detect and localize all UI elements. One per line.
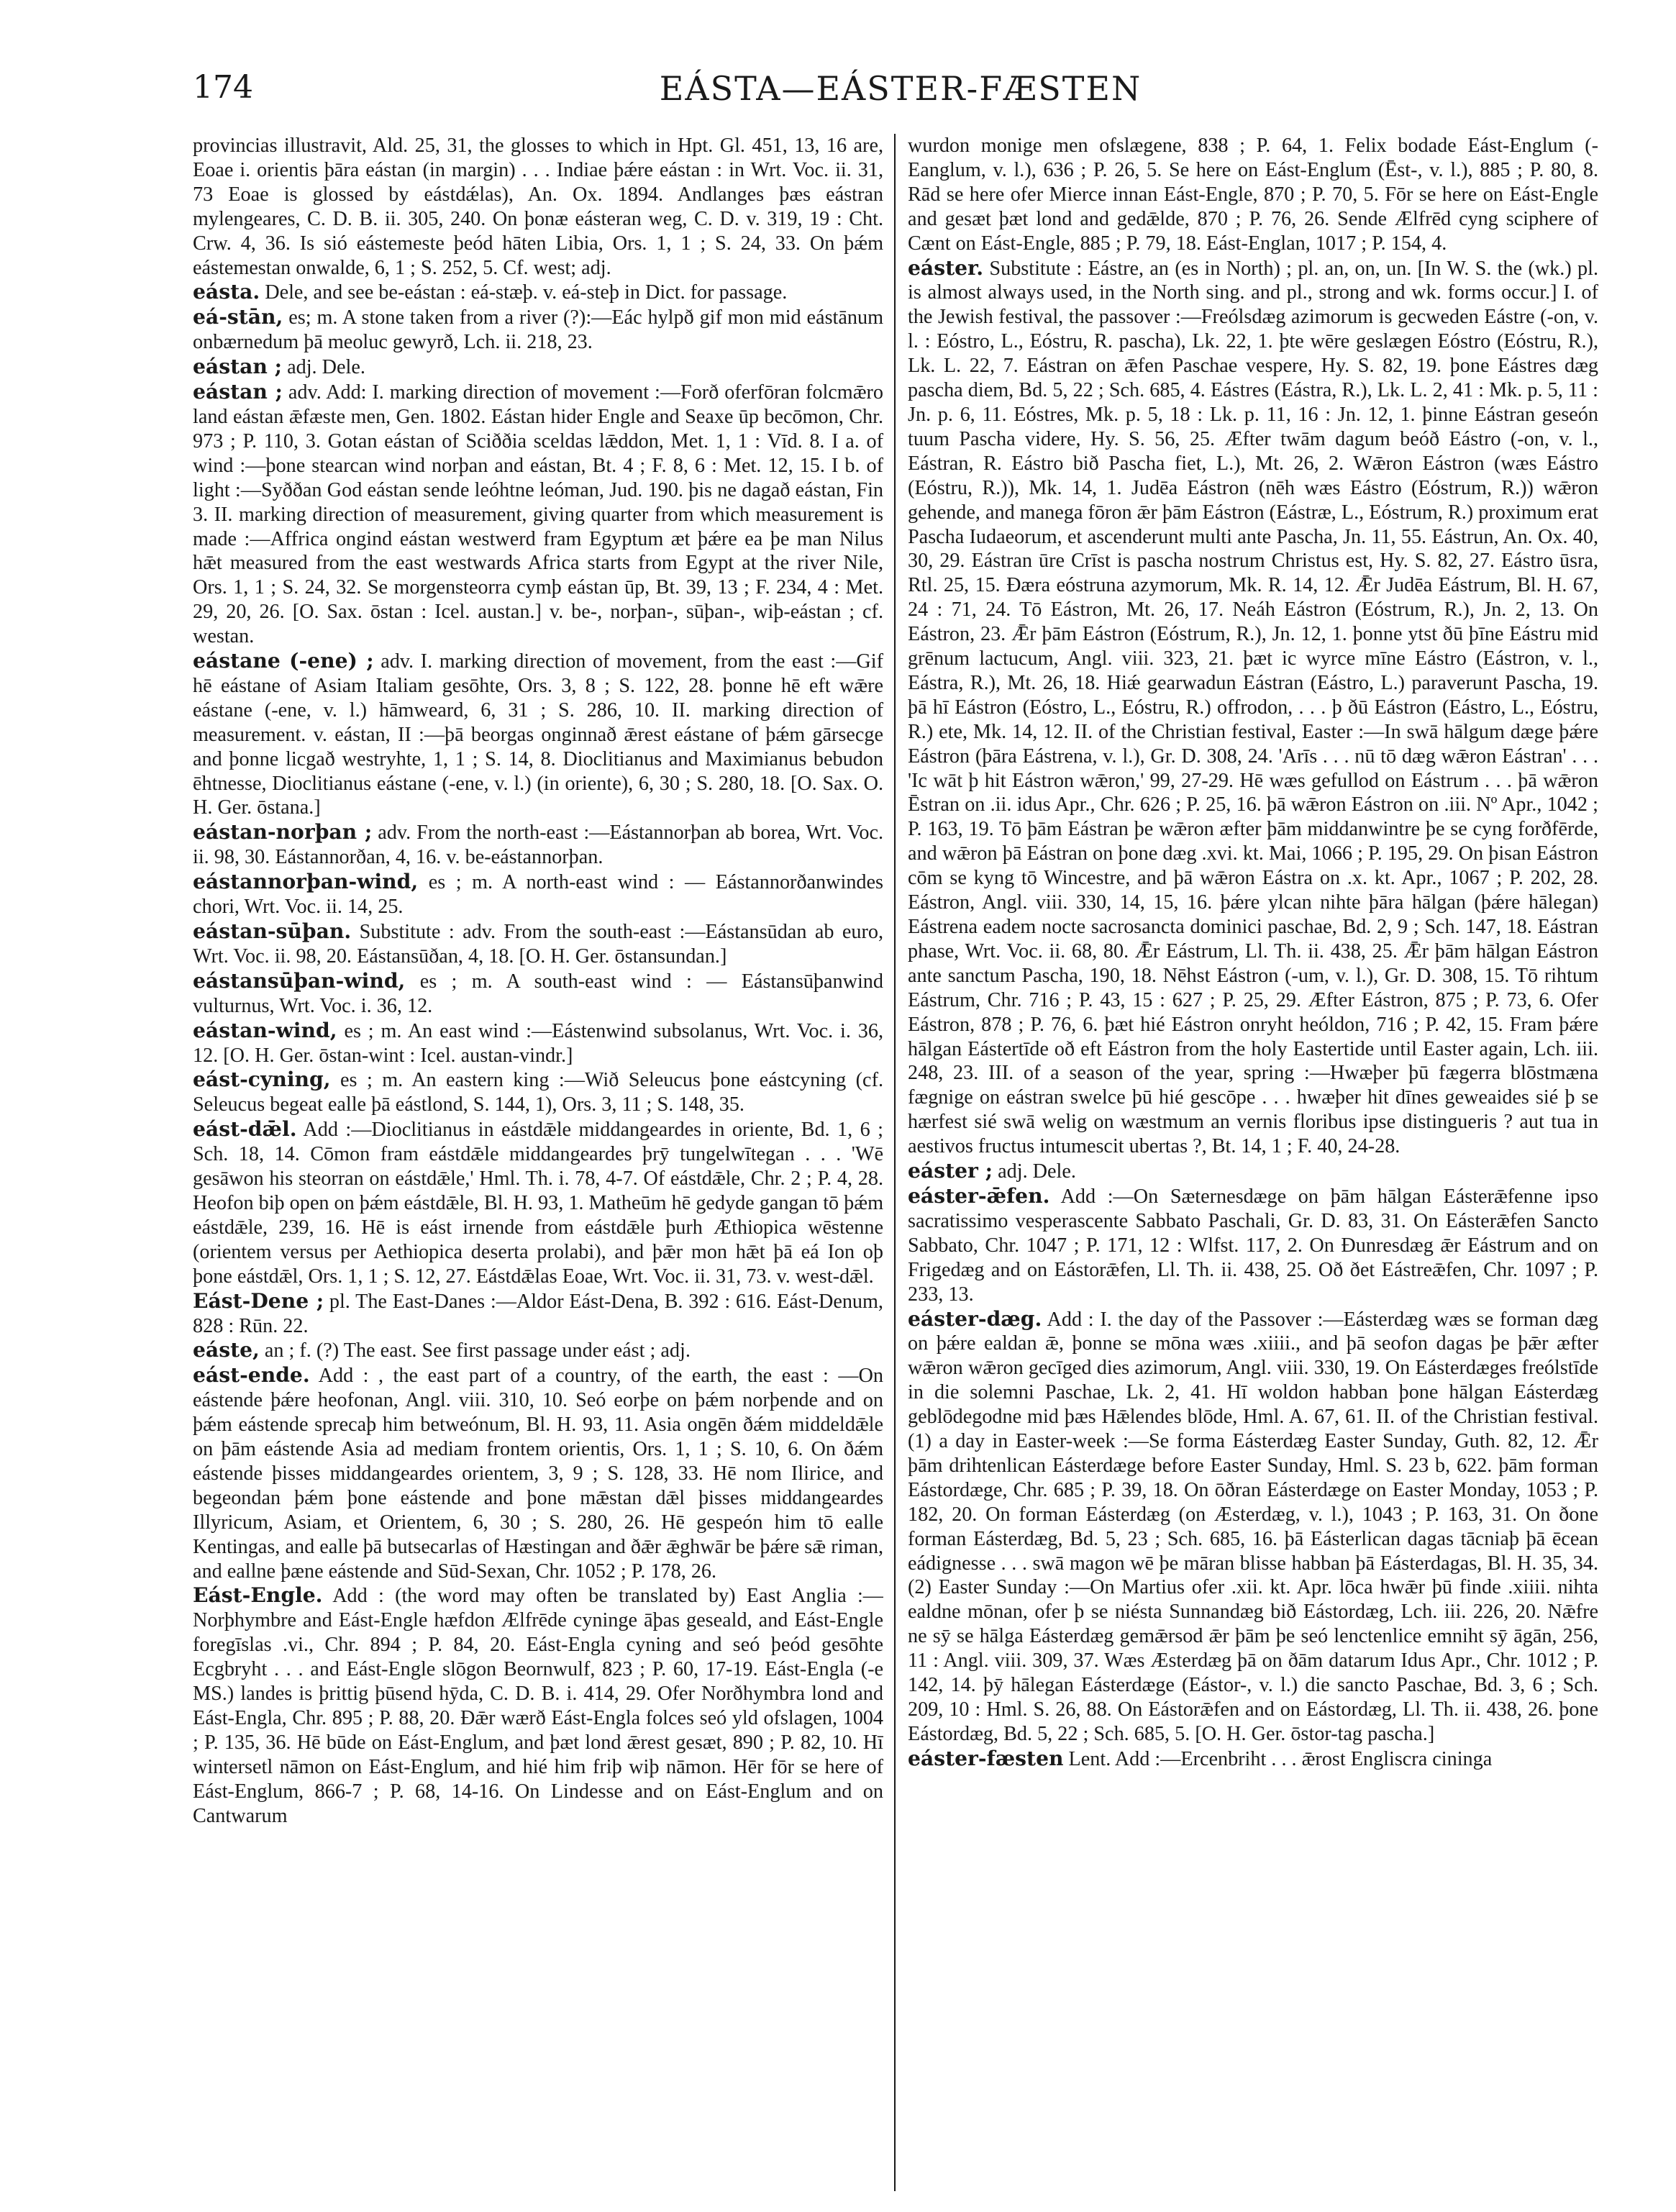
dictionary-entry — [193, 820, 883, 870]
dictionary-entry — [193, 969, 883, 1019]
entry-body: wurdon monige men ofslægene, 838 ; P. 64, 1. Felix bodade Eást-Englum (-Eanglum, v. l.), 636 ; P. 26, 5. Se here on Eást-Englum (Ēst-, v. l.), 885 ; P. 80, 8. Rād se here ofer Mierce innan Eást-Engle, 870 ; P. 70, 5. Fōr se here on Eást-Engle and gesæt þæt lond and gedǣlde, 870 ; P. 76, 26. Sende Ælfrēd cyng sciphere of Cænt on Eást-Engle, 885 ; P. 79, 18. Eást-Englan, 1017 ; P. 154, 4. — [908, 135, 1598, 255]
entry-headword: Eást-Dene ; — [193, 1288, 324, 1313]
entry-body: Add : I. the day of the Passover :—Eásterdæg wæs se forman dæg on þǽre ealdan ǣ, þonne se mōna wæs .xiiii., and þā seofon dagas þe þǣr æfter wǣron wǣron gecīged dies azimorum, Angl. viii. 330, 19. On Eásterdæges freólstīde in die solemni Paschae, Lk. 2, 41. Hī woldon habban þone hālgan Eásterdæg geblōdegodne mid þæs Hǣlendes blōde, Hml. A. 67, 61. II. of the Christian festival. (1) a day in Easter-week :—Se forma Eásterdæg Easter Sunday, Guth. 82, 12. Ǣr þām drihtenlican Eásterdæge before Easter Sunday, Hml. S. 23 b, 622. þām forman Eástordæge, Chr. 685 ; P. 39, 18. On ōðran Eásterdæge on Easter Monday, 1053 ; P. 182, 20. On forman Eásterdæg (on Æsterdæg, v. l.), 1043 ; P. 163, 31. On ðone forman Eásterdæg, Bd. 5, 23 ; Sch. 685, 16. þā Eásterlican dagas tācniaþ þā ēcean eádignesse . . . swā magon wē þe māran blisse habban þā Eásterdagas, Bl. H. 35, 34. (2) Easter Sunday :—On Martius ofer .xii. kt. Apr. lōca hwǣr þū finde .xiiii. nihta ealdne mōnan, ofer þ se niésta Sunnandæg bið Eástordæg, Lch. iii. 226, 20. Nǣfre ne sȳ se hālga Eásterdæg gemǣrsod ǣr þām þe seó lenctenlice emniht sȳ āgān, 256, 11 : Angl. viii. 309, 37. Wæs Æsterdæg þā on ðām datarum Idus Apr., Chr. 1012 ; P. 142, 14. þȳ hālegan Eásterdæge (Eástor-, v. l.) die sancto Paschae, Bd. 3, 6 ; Sch. 209, 10 : Hml. S. 26, 88. On Eástorǣfen and on Eástordæg, Ll. Th. ii. 438, 26. þone Eástordæg, Bd. 5, 22 ; Sch. 685, 5. [O. H. Ger. ōstor-tag pascha.] — [908, 1308, 1598, 1745]
entry-body: pl. The East-Danes :—Aldor Eást-Dena, B. 392 : 616. Eást-Denum, 828 : Rūn. 22. — [193, 1290, 883, 1337]
entry-headword: eástan-wind, — [193, 1018, 337, 1042]
entry-body: es ; m. A south-east wind : — Eástansūþanwind vulturnus, Wrt. Voc. i. 36, 12. — [193, 970, 883, 1017]
dictionary-entry — [193, 1338, 883, 1363]
entry-body: Add : , the east part of a country, of the earth, the east : —On eástende þǽre heofonan, Angl. viii. 310, 10. Seó eorþe on þǽm norþende and on þǽm eástende sprecaþ him betweónum, Bl. H. 93, 11. Asia ongēn ðǽm middeldǣle on þām eástende Asia ad mediam frontem orientis, Ors. 1, 1 ; S. 10, 6. On ðǽm eástende þisses middangeardes orientem, 3, 9 ; S. 128, 33. Hē nom Ilirice, and begeondan þǽm þone eástende and þone mǣstan dǣl þisses middangeardes Illyricum, Asiam, et Orientem, 6, 30 ; S. 280, 26. Hē gespeón him tō ealle Kentingas, and ealle þā butsecarlas of Hæstingan and ðǣr ǣghwār be þǽre sǣ riman, and eallne þæne eástende and Sūd-Sexan, Chr. 1052 ; P. 178, 26. — [193, 1365, 883, 1583]
entry-body: Dele, and see be-eástan : eá-stæþ. v. eá-steþ in Dict. for passage. — [265, 281, 788, 304]
page-number: 174 — [193, 69, 253, 106]
dictionary-entry — [908, 1184, 1598, 1307]
dictionary-entry — [193, 355, 883, 380]
entry-headword: eáster-fæsten — [908, 1746, 1064, 1770]
entry-body: adj. Dele. — [998, 1160, 1076, 1183]
dictionary-entry — [193, 870, 883, 919]
dictionary-entry — [193, 1019, 883, 1068]
entry-body: Add :—Dioclitianus in eástdǣle middangeardes in oriente, Bd. 1, 6 ; Sch. 18, 14. Cōmon fram eástdǣle middangeardes þrȳ tungelwītegan . . . 'Wē gesāwon his steorran on eástdǣle,' Hml. Th. i. 78, 4-7. Of eástdǣle, Chr. 2 ; P. 4, 28. Heofon biþ open on þǽm eástdǣle, Bl. H. 93, 1. Matheūm hē gedyde gangan tō þǽm eástdǣle, 239, 16. Hē is eást irnende from eástdǣle þurh Æthiopica wēstenne (orientem versus per Aethiopica deserta prolabi), and þǣr mon hǣt þā eá Ion oþ þone eástdǣl, Ors. 1, 1 ; S. 12, 27. Eástdǣlas Eoae, Wrt. Voc. ii. 31, 73. v. west-dǣl. — [193, 1119, 883, 1288]
column-divider — [894, 134, 896, 2191]
dictionary-entry — [193, 1289, 883, 1339]
entry-headword: eástan-sūþan. — [193, 919, 352, 943]
dictionary-entry — [193, 649, 883, 820]
dictionary-entry — [908, 1747, 1598, 1772]
entry-headword: eáster. — [908, 255, 984, 280]
entry-body: es ; m. An eastern king :—Wið Seleucus þone eástcyning (cf. Seleucus begeat ealle þā eástlond, S. 144, 1), Ors. 3, 11 ; S. 148, 35. — [193, 1069, 883, 1116]
entry-headword: eástansūþan-wind, — [193, 968, 406, 993]
entry-body: adj. Dele. — [287, 356, 365, 379]
dictionary-entry — [193, 305, 883, 355]
dictionary-entry — [908, 1307, 1598, 1747]
entry-headword: eást-dǣl. — [193, 1117, 297, 1142]
dictionary-entry — [193, 919, 883, 969]
entry-headword: eáster-ǣfen. — [908, 1183, 1050, 1208]
entry-body: Substitute : Eástre, an (es in North) ; pl. an, on, un. [In W. S. the (wk.) pl. is almost always used, in the North sing. and pl., strong and wk. forms occur.] I. of the Jewish festival, the passover :—Freólsdæg azimorum is gecweden Eástre (-on, v. l. : Eóstro, L., Eóstru, R. pascha), Lk. 22, 1. þte wēre geslægen Eóstro (Eóstru, R.), Lk. L. 22, 7. Eástran on ǣfen Paschae vespere, Hy. S. 82, 19. þone Eástres dæg pascha diem, Bd. 5, 22 ; Sch. 685, 4. Eástres (Eástra, R.), Lk. L. 2, 41 : Mk. p. 5, 11 : Jn. p. 6, 11. Eóstres, Mk. p. 5, 18 : Lk. p. 11, 16 : Jn. 12, 1. þinne Eástran geseón tuum Pascha videre, Hy. S. 56, 25. Æfter twām dagum beóð Eástro (-on, v. l., Eástran, R. Eástro bið Pascha fiet, L.), Mt. 26, 2. Wǣron Eástron (wæs Eástro (Eóstru, R.)), Mk. 14, 1. Judēa Eástron (nēh wæs Eástro (Eóstrum, R.)) wǣron gehende, and manega fōron ǣr þām Eástron (Eástræ, L., Eóstrum, R.) proximum erat Pascha Iudaeorum, et ascenderunt multi ante Pascha, Jn. 11, 55. Eástrun, An. Ox. 40, 30, 29. Eástran ūre Crīst is pascha nostrum Christus est, Hy. S. 82, 27. Eástro ūsra, Rtl. 25, 15. Ðæra eóstruna azymorum, Mk. R. 14, 12. Ǣr Judēa Eástrum, Bl. H. 67, 24 : 71, 24. Tō Eástron, Mt. 26, 17. Neáh Eástron (Eóstrum, R.), Jn. 2, 13. On Eástron, 23. Ǣr þām Eástron (Eóstrum, R.), Jn. 12, 1. þonne ytst ðū þīne Eástru mid grēnum lactucum, Angl. viii. 323, 21. þæt ic wyrce mīne Eástro (Eástron, v. l., Eástra, R.), Mt. 26, 18. Hiǽ gearwadun Eástran (Eástro, L.) paraverunt Pascha, 19. þā hī Eástron (Eóstro, L., Eóstru, R.) offrodon, . . . þ ðū Eástron (Eástro, L., Eóstru, R.) ete, Mk. 14, 12. II. of the Christian festival, Easter :—In swā hālgum dæge þǽre Eástron (þāra Eástrena, v. l.), Gr. D. 308, 24. 'Arīs . . . nū tō dæg wǣron Eástran' . . . 'Ic wāt þ hit Eástron wǣron,' 99, 27-29. Hē wæs gefullod on Eástrum . . . þā wǣron Ēstran on .ii. idus Apr., Chr. 626 ; P. 25, 16. þā wǣron Eástron on .iii. Nº Apr., 1042 ; P. 163, 19. Tō þām Eástran þe wǣron æfter þām middanwintre þe se cyng forðfērde, and wǣron þā Eástran on þone dæg .xvi. kt. Mai, 1066 ; P. 195, 29. On þisan Eástron cōm se kyng tō Wincestre, and þā wǣron Eástra on .x. kt. Apr., 1067 ; P. 202, 28. Eástron, Angl. viii. 330, 14, 15, 16. þǽre ylcan nihte þāra hālgan (þǽre hālegan) Eástrena eadem nocte sacrosancta dominici paschae, Bd. 2, 9 ; Sch. 147, 18. Eástran phase, Wrt. Voc. ii. 68, 80. Ǣr Eástrum, Ll. Th. ii. 438, 25. Ǣr þām hālgan Eástron ante sanctum Pascha, 190, 18. Nēhst Eástron (-um, v. l.), Gr. D. 308, 15. Tō rihtum Eástrum, Chr. 716 ; P. 43, 15 : 627 ; P. 25, 29. Æfter Eástron, 875 ; P. 73, 6. Ofer Eástron, 878 ; P. 76, 6. þæt hié Eástron onryht heóldon, 716 ; P. 42, 15. Fram þǽre hālgan Eástertīde oð eft Eástron from the holy Eastertide until Easter again, Lch. iii. 248, 23. III. of a season of the year, spring :—Hwæþer þū fægerra blōstmæna fægnige on eástran swelce þū hié gescōpe . . . hwæþer hit dīnes geweaides sié þ se hærfest sié swā welig on wæstmum an vernis floribus ipse distingueris ? aut tua in aestivos fructus intumescit ubertas ?, Bt. 14, 1 ; F. 40, 24-28. — [908, 257, 1598, 1158]
dictionary-entry — [193, 134, 883, 280]
entry-body: es ; m. A north-east wind : — Eástannorðanwindes chori, Wrt. Voc. ii. 14, 25. — [193, 871, 883, 919]
entry-headword: eástane (-ene) ; — [193, 649, 374, 673]
entry-headword: Eást-Engle. — [193, 1583, 323, 1608]
entry-body: provincias illustravit, Ald. 25, 31, the glosses to which in Hpt. Gl. 451, 13, 16 are, Eoae i. orientis þāra eástan (in margin) . . . Indiae þǽre eástan : in Wrt. Voc. ii. 31, 73 Eoae is glossed by eástdǽlas), An. Ox. 1894. Andlanges þæs eástran mylengeares, C. D. B. ii. 305, 240. On þonæ eásteran weg, C. D. v. 319, 19 : Cht. Crw. 4, 36. Is sió eástemeste þeód hāten Libia, Ors. 1, 1 ; S. 24, 33. On þǽm eástemestan onwalde, 6, 1 ; S. 252, 5. Cf. west; adj. — [193, 135, 883, 279]
right-column — [908, 134, 1598, 2198]
entry-headword: eástan ; — [193, 355, 283, 379]
dictionary-entry — [193, 1583, 883, 1828]
entry-body: Add : (the word may often be translated by) East Anglia :—Norþhymbre and Eást-Engle hæfdon Ælfrēde cyninge āþas geseald, and Eást-Engle foregīslas .vi., Chr. 894 ; P. 84, 20. Eást-Engla cyning and seó þeód gesōhte Ecgbryht . . . and Eást-Engle slōgon Beornwulf, 823 ; P. 60, 17-19. Eást-Engla (-e MS.) landes is þrittig þūsend hȳda, C. D. B. i. 414, 29. Ofer Norðhymbra lond and Eást-Engla, Chr. 895 ; P. 88, 20. Ðǣr wærð Eást-Engla folces seó yld ofslagen, 1004 ; P. 135, 36. Hē būde on Eást-Englum, and þæt lond ǣrest gesæt, 890 ; P. 82, 10. Hī wintersetl nāmon on Eást-Englum, and hié him friþ wiþ nāmon. Hēr fōr se here of Eást-Englum, 866-7 ; P. 68, 14-16. On Lindesse and on Eást-Englum and on Cantwarum — [193, 1585, 883, 1827]
entry-headword: eástannorþan-wind, — [193, 870, 419, 894]
left-column — [193, 134, 883, 2198]
entry-headword: eást-cyning, — [193, 1068, 331, 1092]
entry-headword: eáster-dæg. — [908, 1306, 1042, 1331]
dictionary-entry — [908, 134, 1598, 256]
entry-body: adv. From the north-east :—Eástannorþan ab borea, Wrt. Voc. ii. 98, 30. Eástannorðan, 4, 16. v. be-eástannorþan. — [193, 821, 883, 869]
entry-headword: eásta. — [193, 280, 260, 304]
entry-body: Substitute : adv. From the south-east :—Eástansūdan ab euro, Wrt. Voc. ii. 98, 20. Eástansūðan, 4, 18. [O. H. Ger. ōstansundan.] — [193, 921, 883, 968]
dictionary-entry — [908, 256, 1598, 1160]
dictionary-entry — [908, 1159, 1598, 1184]
page-title: EÁSTA—EÁSTER-FÆSTEN — [659, 69, 1142, 108]
entry-body: an ; f. (?) The east. See first passage under eást ; adj. — [264, 1339, 691, 1362]
dictionary-entry — [193, 1363, 883, 1583]
entry-headword: eáster ; — [908, 1159, 993, 1183]
entry-body: adv. Add: I. marking direction of movement :—Forð oferfōran folcmǣro land eástan ǣfæste men, Gen. 1802. Eástan hider Engle and Seaxe ūp becōmon, Chr. 973 ; P. 110, 3. Gotan eástan of Sciððia sceldas lǣddon, Met. 1, 1 : Vīd. 8. I a. of wind :—þone stearcan wind norþan and eástan, Bt. 4 ; F. 8, 6 : Met. 12, 15. I b. of light :—Syððan God eástan sende leóhtne leóman, Jud. 190. þis ne dagað eástan, Fin 3. II. marking direction of measurement, giving quarter from which measurement is made :—Affrica ongind eástan westwerd fram Egyptum æt þǽre ea þe man Nilus hǣt measured from the east westwards Africa starts from Egypt at the river Nile, Ors. 1, 1 ; S. 24, 32. Se morgensteorra cymþ eástan ūp, Bt. 39, 13 ; F. 234, 4 : Met. 29, 20, 26. [O. Sax. ōstan : Icel. austan.] v. be-, norþan-, sūþan-, wiþ-eástan ; cf. westan. — [193, 381, 883, 648]
entry-headword: eástan ; — [193, 380, 283, 404]
entry-headword: eáste, — [193, 1338, 260, 1362]
running-header — [193, 69, 1608, 112]
dictionary-entry — [193, 1117, 883, 1288]
entry-body: Lent. Add :—Ercenbriht . . . ǣrost Engliscra cininga — [1068, 1747, 1493, 1770]
entry-headword: eást-ende. — [193, 1363, 310, 1388]
entry-headword: eá-stān, — [193, 305, 283, 329]
entry-body: Add :—On Sæternesdæge on þām hālgan Eásterǣfenne ipso sacratissimo vesperascente Sabbato Paschali, Gr. D. 83, 31. On Eásterǣfen Sancto Sabbato, Chr. 1047 ; P. 171, 12 : Wlfst. 117, 2. On Ðunresdæg ǣr Eástrum and on Frigedæg and on Eástorǣfen, Ll. Th. ii. 438, 25. Oð ðet Eástreǣfen, Chr. 1097 ; P. 233, 13. — [908, 1185, 1598, 1306]
dictionary-entry — [193, 1068, 883, 1117]
entry-body: es ; m. An east wind :—Eástenwind subsolanus, Wrt. Voc. i. 36, 12. [O. H. Ger. ōstan-wint : Icel. austan-vindr.] — [193, 1019, 883, 1067]
dictionary-entry — [193, 380, 883, 649]
dictionary-entry — [193, 280, 883, 305]
entry-headword: eástan-norþan ; — [193, 820, 373, 845]
entry-body: adv. I. marking direction of movement, from the east :—Gif hē eástane of Asiam Italiam gesōhte, Ors. 3, 8 ; S. 122, 28. þonne hē eft wǣre eástane (-ene, v. l.) hāmweard, 6, 31 ; S. 286, 10. II. marking direction of measurement. v. eástan, II :—þā beorgas onginnað ǣrest eástane of þǽm gārsecge and þonne licgað westryhte, 1, 1 ; S. 14, 8. Dioclitianus and Maximianus bebudon ēhtnesse, Dioclitianus eástane (-ene, v. l.) (in oriente), 6, 30 ; S. 280, 18. [O. Sax. O. H. Ger. ōstana.] — [193, 650, 883, 819]
entry-body: es; m. A stone taken from a river (?):—Eác hylpð gif mon mid eástānum onbærnedum þā meoluc gewyrð, Lch. ii. 218, 23. — [193, 306, 883, 354]
